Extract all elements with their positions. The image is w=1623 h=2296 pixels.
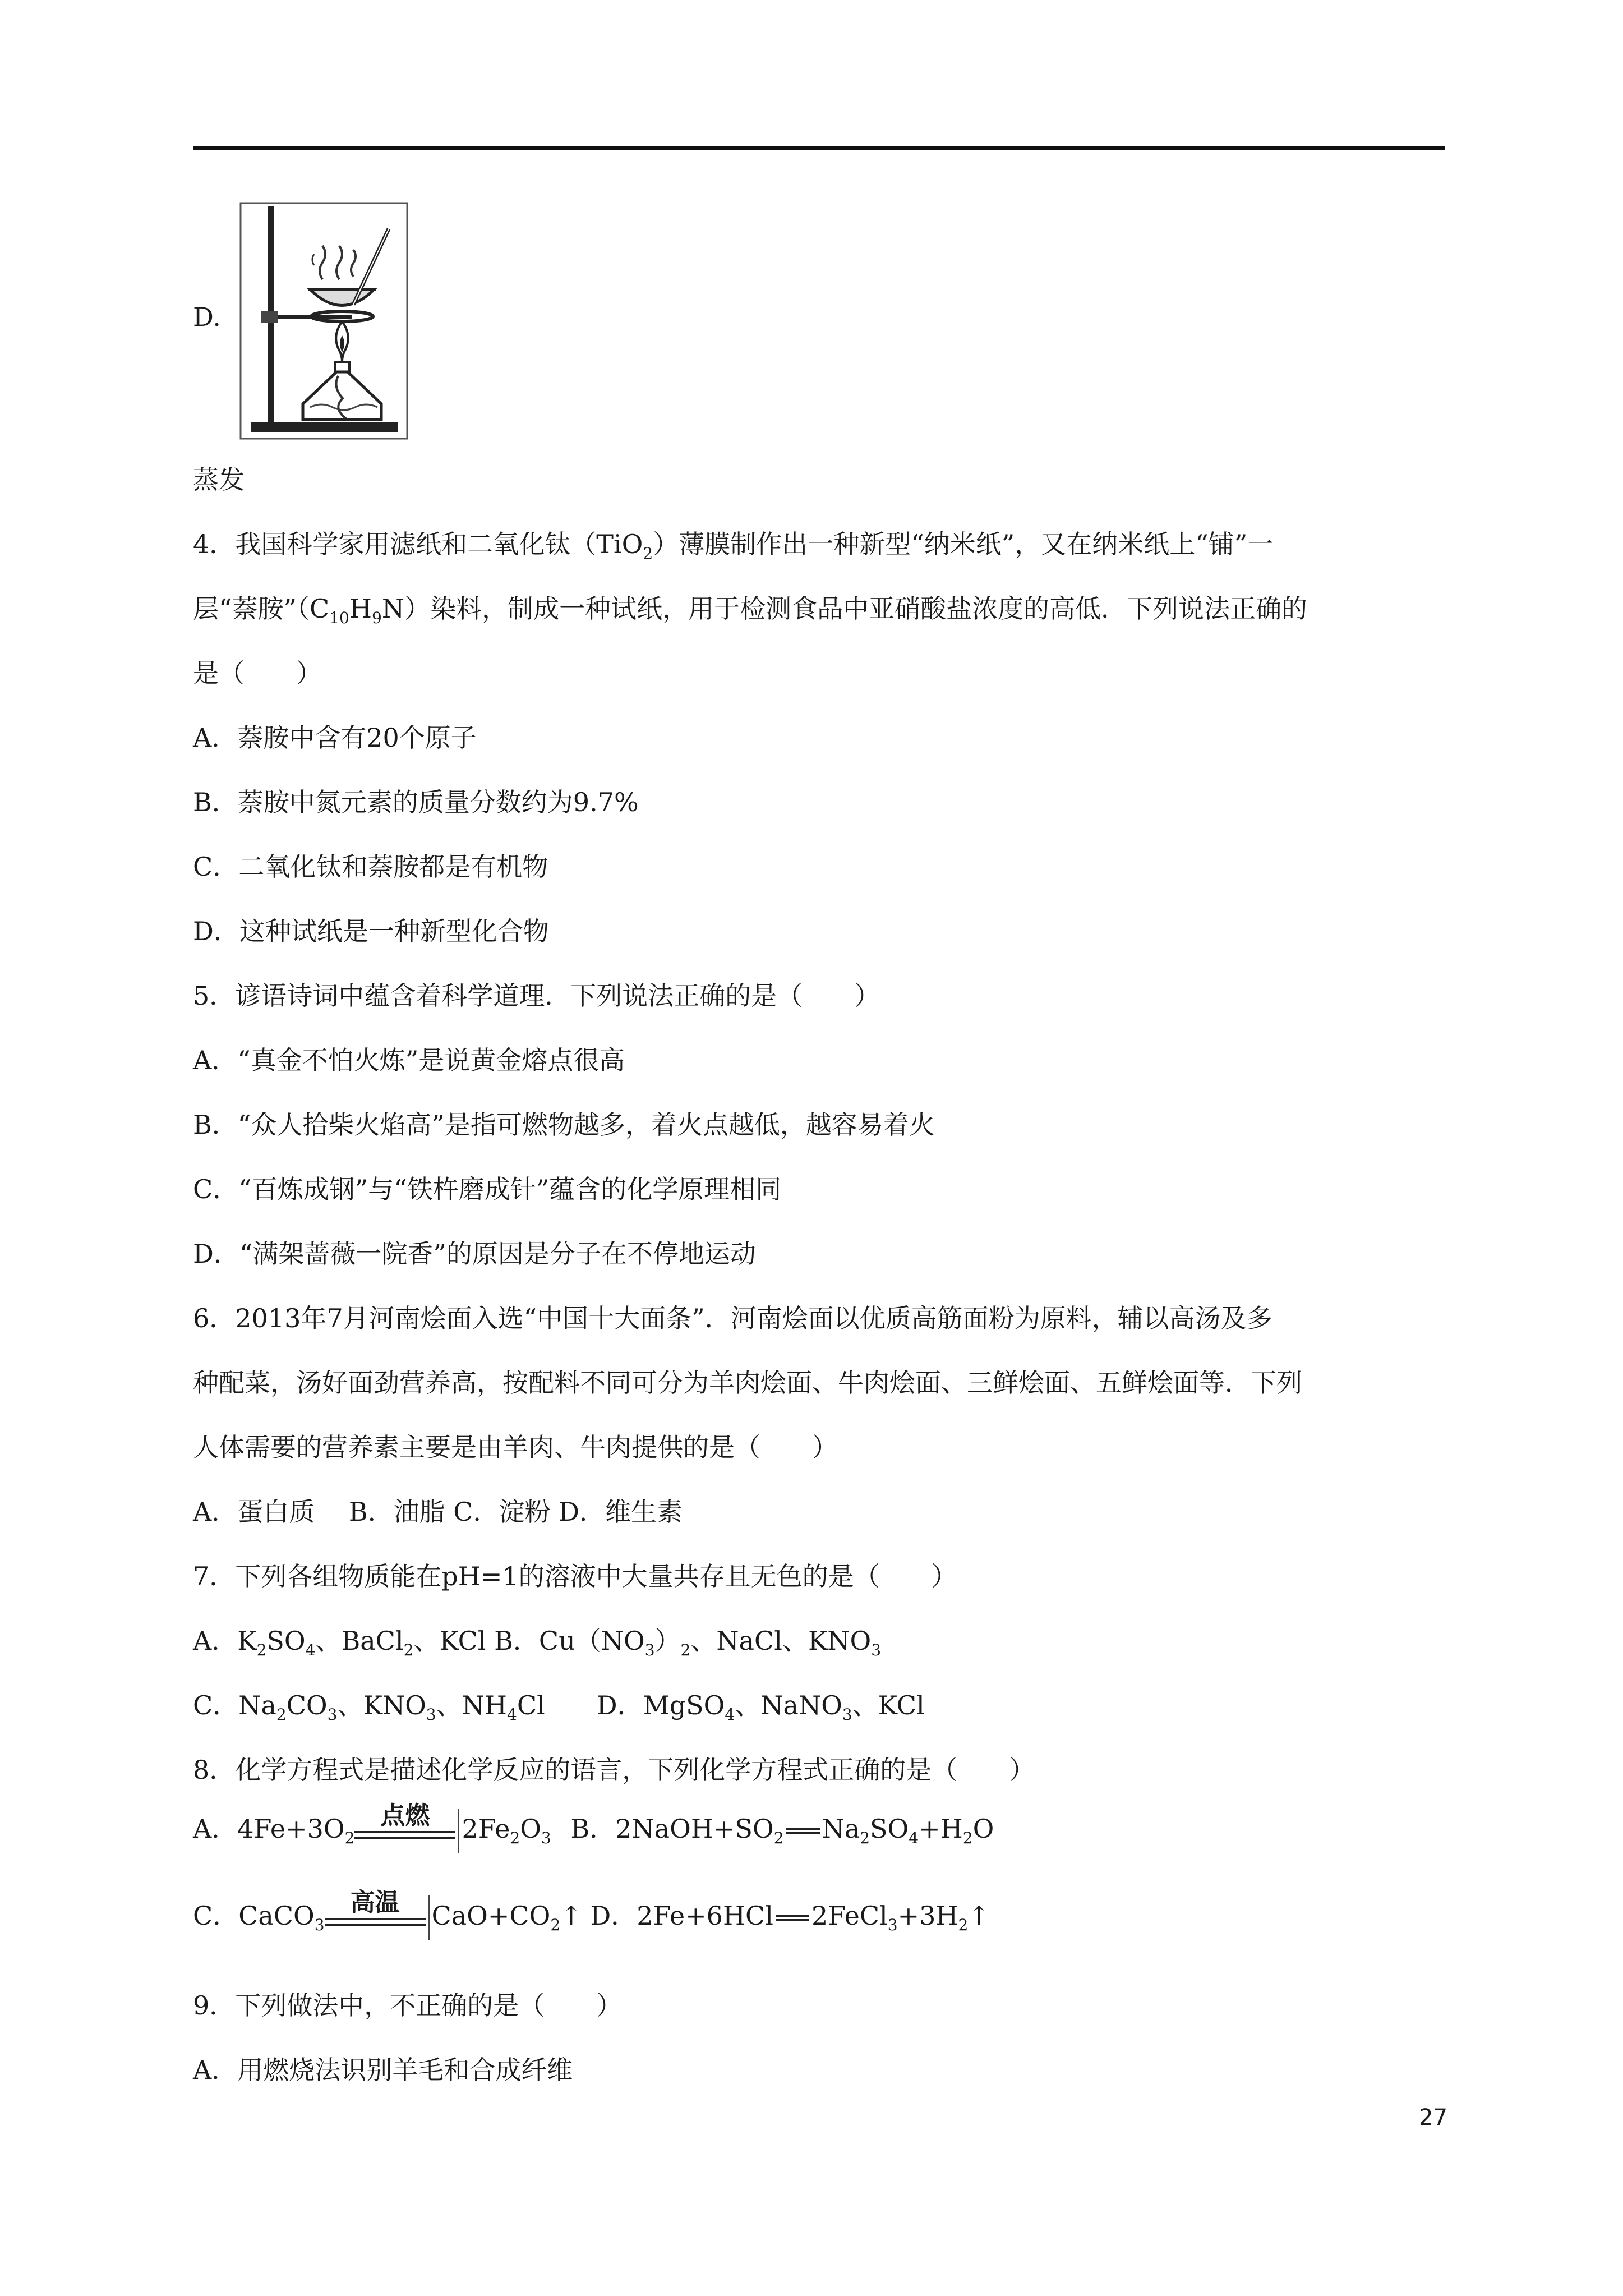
option-d-label: D.: [193, 302, 221, 332]
reaction-condition-high-temp: 高温: [325, 1888, 426, 1926]
q4-option-c: C．二氧化钛和萘胺都是有机物: [193, 852, 548, 882]
q4-option-d: D．这种试纸是一种新型化合物: [193, 916, 549, 946]
q5-option-a: A．“真金不怕火炼”是说黄金熔点很高: [193, 1045, 625, 1075]
q4-option-a: A．萘胺中含有20个原子: [193, 723, 477, 753]
q4-stem-line2: 层“萘胺$”(C_{10}H_9N)$染料，制成一种试纸，用于检测食品中亚硝酸盐浓度的高低．下列说法正确的: [193, 593, 1308, 627]
header-rule: [193, 146, 1445, 150]
q6-stem-line3: 人体需要的营养素主要是由羊肉、牛肉提供的是（ ）: [193, 1432, 838, 1462]
q6-stem-line2: 种配菜，汤好面劲营养高，按配料不同可分为羊肉烩面、牛肉烩面、三鲜烩面、五鲜烩面等．下列: [193, 1368, 1302, 1398]
q4-stem-line3: 是（ ）: [193, 658, 322, 688]
q7-options-ab: A．$K_2SO_4$、BaCl$_2$、KCl B．$Cu(NO_3)_2$、NaCl、$KNO_3$: [193, 1626, 882, 1659]
q5-stem: 5．谚语诗词中蕴含着科学道理．下列说法正确的是（ ）: [193, 981, 880, 1011]
q4-option-b: B．萘胺中氮元素的质量分数约为9.7%: [193, 787, 639, 817]
q7-stem: 7．下列各组物质能在pH=1的溶液中大量共存且无色的是（ ）: [193, 1561, 957, 1591]
q5-option-c: C．“百炼成钢”与“铁杵磨成针”蕴含的化学原理相同: [193, 1174, 782, 1204]
page-number: 27: [1419, 2105, 1447, 2131]
q4-stem-line1: 4．我国科学家用滤纸和二氧化钛（TiO$_2$）薄膜制作出一种新型“纳米纸”，又在纳米纸上“铺”一: [193, 529, 1274, 563]
q6-options: A．蛋白质 B．油脂 C．淀粉 D．维生素: [193, 1497, 683, 1527]
figure-caption: 蒸发: [193, 464, 245, 495]
q9-option-a: A．用燃烧法识别羊毛和合成纤维: [193, 2055, 573, 2085]
q9-stem: 9．下列做法中，不正确的是（ ）: [193, 1990, 623, 2021]
evaporation-apparatus-figure: [238, 201, 409, 441]
q8-stem: 8．化学方程式是描述化学反应的语言，下列化学方程式正确的是（ ）: [193, 1755, 1035, 1785]
q6-stem-line1: 6．2013年7月河南烩面入选“中国十大面条”．河南烩面以优质高筋面粉为原料，辅以高汤及多: [193, 1303, 1272, 1333]
q8-options-ab: A．$4Fe+3O_2$ 点燃 $2Fe_2O_3$ B．$2NaOH+SO_2$ $Na_2SO_4+H_2O$: [193, 1806, 994, 1853]
q8-options-cd: C．CaCO$_3$ 高温 $CaO+CO_2↑$ D．2Fe+6HCl $2FeCl_3+3H_2↑$: [193, 1893, 990, 1940]
q5-option-d: D．“满架蔷薇一院香”的原因是分子在不停地运动: [193, 1239, 756, 1269]
q7-options-cd: C．$Na_2CO_3$、$KNO_3$、$NH_4Cl$ D．MgSO$_4$、NaNO$_3$、KCl: [193, 1690, 925, 1724]
q5-option-b: B．“众人拾柴火焰高”是指可燃物越多，着火点越低，越容易着火: [193, 1110, 935, 1140]
reaction-condition-ignite: 点燃: [354, 1801, 455, 1839]
